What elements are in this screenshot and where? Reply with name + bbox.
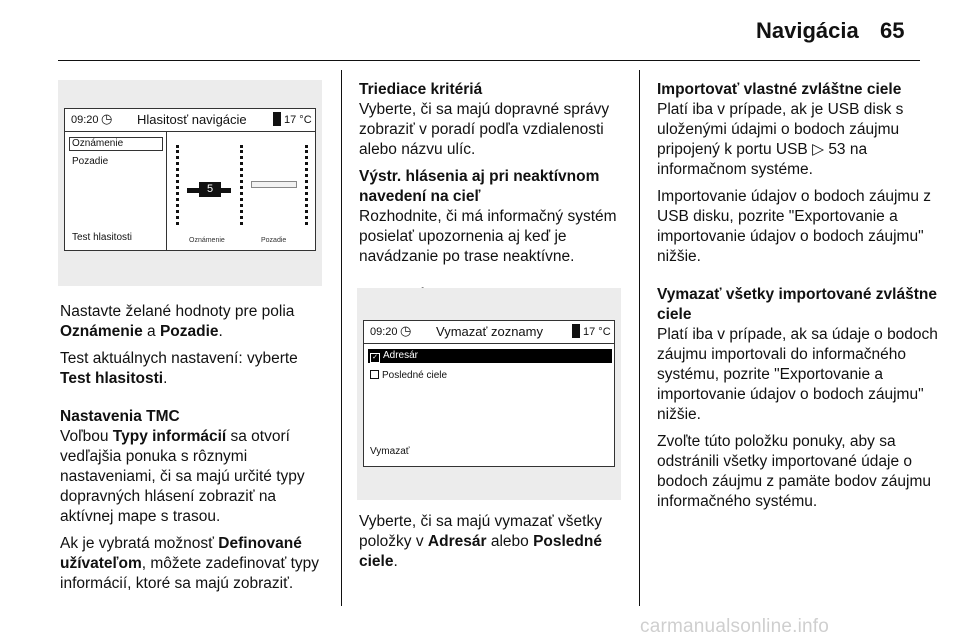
footer-watermark: carmanualsonline.info bbox=[640, 616, 830, 637]
text: , môžete zadefinovať typy informácií, ktoré sa majú zobraziť. bbox=[60, 555, 320, 592]
menu-item-announcement[interactable]: Oznámenie bbox=[69, 137, 163, 151]
menu-item-background[interactable]: Pozadie bbox=[72, 156, 109, 167]
text: Platí iba v prípade, ak je USB disk s uloženými údajmi o bodoch záujmu pripojený k portu USB bbox=[657, 101, 904, 158]
slider-label-announcement: Oznámenie bbox=[189, 237, 225, 244]
slider-track-1 bbox=[176, 145, 182, 225]
list-item-label: Posledné ciele bbox=[382, 370, 448, 381]
term-address-book: Adresár bbox=[427, 533, 487, 550]
clock-time: 09:20 bbox=[71, 114, 99, 126]
page-reference-arrow-icon: ▷ bbox=[812, 141, 824, 158]
slider-label-background: Pozadie bbox=[261, 237, 287, 244]
text: sa otvorí vedľajšia ponuka s rôznymi nastaveniami, či sa majú určité typy dopravných hlásení zobraziť na aktívnej mape s trasou. bbox=[60, 428, 305, 525]
list-item-address-book[interactable] bbox=[368, 349, 612, 363]
clock-icon: ◷ bbox=[101, 111, 113, 126]
slider-track-2 bbox=[240, 145, 246, 225]
slider-value-box[interactable] bbox=[199, 182, 221, 197]
menu-item-test-volume[interactable]: Test hlasitosti bbox=[72, 232, 133, 243]
list-item-recent-destinations[interactable] bbox=[370, 370, 447, 381]
clock-time: 09:20 bbox=[370, 326, 398, 338]
term-background: Pozadie bbox=[159, 323, 219, 340]
slider-bar-background[interactable] bbox=[251, 181, 297, 188]
temperature: 17 °C bbox=[284, 114, 312, 126]
term-announcement: Oznámenie bbox=[60, 323, 143, 340]
clock-icon: ◷ bbox=[400, 323, 412, 338]
volume-screenshot bbox=[58, 80, 322, 286]
text: a bbox=[142, 323, 160, 340]
paragraph-delete-lists bbox=[359, 512, 631, 572]
heading-delete-imported-pois: Vymazať všetky importované zvláštne ciele bbox=[657, 286, 937, 323]
slider-track-3 bbox=[305, 145, 311, 225]
volume-screen bbox=[64, 108, 316, 251]
status-bar bbox=[65, 109, 315, 132]
paragraph-user-defined bbox=[60, 534, 332, 594]
header-rule bbox=[58, 60, 920, 61]
temperature: 17 °C bbox=[583, 326, 611, 338]
page-reference[interactable]: 53 bbox=[828, 141, 846, 158]
term-test-volume: Test hlasitosti bbox=[60, 370, 164, 387]
paragraph-import-usb bbox=[657, 100, 947, 180]
column-3 bbox=[657, 80, 947, 519]
thermometer-icon bbox=[273, 112, 281, 126]
slider-value: 5 bbox=[206, 183, 214, 195]
list-item-label: Adresár bbox=[383, 350, 419, 361]
delete-lists-screen bbox=[363, 320, 615, 467]
heading-tmc: Nastavenia TMC bbox=[60, 408, 180, 425]
status-bar bbox=[364, 321, 614, 344]
term-info-types: Typy informácií bbox=[112, 428, 227, 445]
paragraph-voice-warnings: Rozhodnite, či má informačný systém posielať upozornenia aj keď je navádzanie po trase neaktívne. bbox=[359, 208, 617, 265]
heading-import-pois: Importovať vlastné zvláštne ciele bbox=[657, 81, 902, 98]
heading-voice-warnings: Výstr. hlásenia aj pri neaktívnom navedení na cieľ bbox=[359, 168, 600, 205]
text: Nastavte želané hodnoty pre polia bbox=[60, 303, 295, 320]
screen-title: Vymazať zoznamy bbox=[436, 324, 543, 339]
paragraph-sort-criteria: Vyberte, či sa majú dopravné správy zobraziť v poradí podľa vzdialenosti alebo názvu ulíc. bbox=[359, 101, 610, 158]
text: na informačnom systéme. bbox=[657, 141, 868, 178]
text: Voľbou bbox=[60, 428, 113, 445]
delete-lists-screenshot bbox=[357, 288, 621, 500]
column-2-top bbox=[359, 80, 631, 305]
text: Vyberte, či sa majú vymazať všetky položky v bbox=[359, 513, 602, 550]
paragraph-volume-fields bbox=[60, 302, 332, 342]
paragraph-delete-imported-2: Zvoľte túto položku ponuky, aby sa odstránili všetky importované údaje o bodoch záujmu z pamäte bodov záujmu informačného systému. bbox=[657, 433, 931, 510]
term-recent-destinations: Posledné ciele bbox=[359, 533, 602, 570]
text: alebo bbox=[486, 533, 534, 550]
column-2-bottom bbox=[359, 512, 631, 579]
column-1 bbox=[60, 302, 332, 601]
paragraph-import-howto: Importovanie údajov o bodoch záujmu z USB disku, pozrite "Exportovanie a importovanie údajov o bodoch záujmu" nižšie. bbox=[657, 188, 931, 265]
page-number: 65 bbox=[880, 18, 905, 43]
text: . bbox=[163, 370, 168, 387]
term-user-defined: Definované užívateľom bbox=[60, 535, 302, 572]
text: . bbox=[218, 323, 223, 340]
heading-sort-criteria: Triediace kritériá bbox=[359, 81, 483, 98]
screen-title: Hlasitosť navigácie bbox=[137, 112, 247, 127]
paragraph-tmc bbox=[60, 427, 332, 527]
paragraph-test-volume bbox=[60, 349, 332, 389]
thermometer-icon bbox=[572, 324, 580, 338]
column-divider-2 bbox=[639, 70, 640, 606]
checkbox-checked-icon: ✓ bbox=[370, 353, 380, 363]
text: Test aktuálnych nastavení: vyberte bbox=[60, 350, 298, 367]
paragraph-delete-imported-1: Platí iba v prípade, ak sa údaje o bodoch záujmu importovali do informačného systému, pozrite "Exportovanie a importovanie údajov o bodoch záujmu" nižšie. bbox=[657, 326, 938, 423]
page-title: Navigácia bbox=[756, 18, 859, 43]
text: . bbox=[393, 553, 398, 570]
column-divider-1 bbox=[341, 70, 342, 606]
checkbox-icon bbox=[370, 370, 379, 379]
text: Ak je vybratá možnosť bbox=[60, 535, 219, 552]
delete-button[interactable]: Vymazať bbox=[370, 446, 410, 457]
